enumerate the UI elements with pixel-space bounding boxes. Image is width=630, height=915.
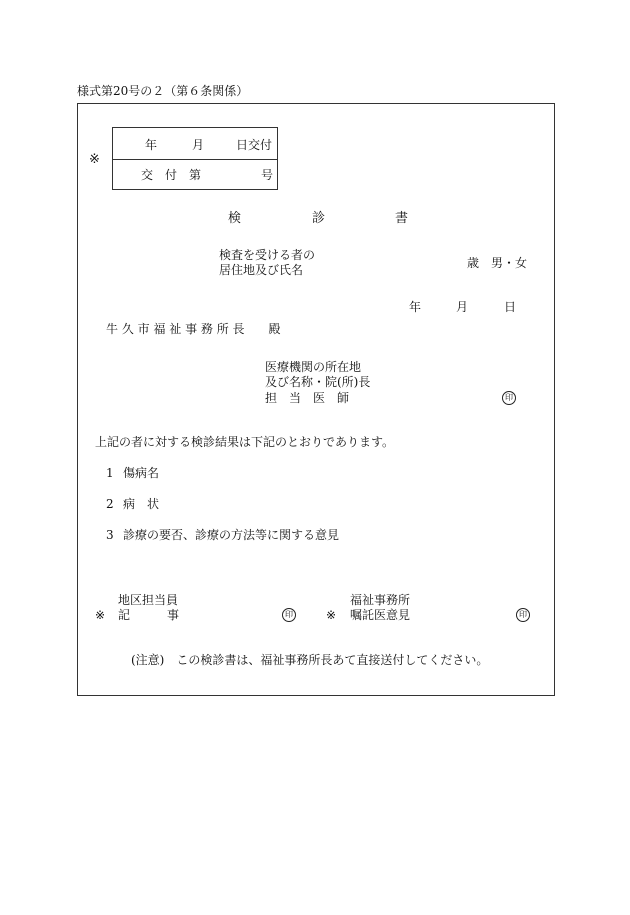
kome-mark-issue: ※	[89, 152, 100, 167]
date-month-label: 月	[456, 300, 469, 314]
welfare-office-line2: 嘱託医意見	[350, 608, 411, 622]
examinee-label-line2: 居住地及び氏名	[219, 263, 304, 277]
title-char-1: 検	[228, 211, 242, 226]
issue-month-label: 月	[192, 138, 205, 152]
statement: 上記の者に対する検診結果は下記のとおりであります。	[95, 435, 395, 449]
date-day-label: 日	[504, 300, 517, 314]
item-1-number: 1	[106, 466, 114, 480]
kome-mark-district: ※	[95, 608, 106, 622]
item-3-text: 診療の要否、診療の方法等に関する意見	[123, 528, 340, 542]
issue-box-divider	[113, 159, 277, 160]
district-officer-seal-icon: 印	[282, 608, 296, 622]
issue-char-2: 付	[165, 168, 178, 182]
issue-char-3: 第	[189, 168, 202, 182]
institution-line2: 及び名称・院(所)長	[265, 375, 371, 389]
consulting-doctor-seal-icon: 印	[516, 608, 530, 622]
district-officer-line1: 地区担当員	[118, 593, 179, 607]
issue-year-label: 年	[145, 138, 158, 152]
issue-day-label: 日交付	[236, 138, 273, 152]
district-officer-char-2: 事	[167, 608, 180, 622]
form-label: 様式第20号の２（第６条関係）	[77, 84, 249, 98]
item-3-number: 3	[106, 528, 114, 542]
issue-char-1: 交	[141, 168, 154, 182]
issue-number-suffix: 号	[261, 168, 274, 182]
institution-line1: 医療機関の所在地	[265, 360, 362, 374]
item-1-text: 傷病名	[123, 466, 160, 480]
date-year-label: 年	[409, 300, 422, 314]
addressee: 牛 久 市 福 祉 事 務 所 長 殿	[106, 322, 281, 336]
item-2-number: 2	[106, 497, 114, 511]
examinee-label-line1: 検査を受ける者の	[219, 248, 316, 262]
welfare-office-line1: 福祉事務所	[350, 593, 411, 607]
title-char-2: 診	[312, 211, 326, 226]
note: (注意) この検診書は、福祉事務所長あて直接送付してください。	[131, 653, 489, 667]
doctor-seal-icon: 印	[502, 391, 516, 405]
age-sex-label: 歳 男・女	[467, 256, 528, 270]
institution-line3: 担 当 医 師	[265, 391, 350, 405]
item-2-text: 病 状	[123, 497, 160, 511]
kome-mark-welfare: ※	[326, 608, 337, 622]
district-officer-char-1: 記	[118, 608, 131, 622]
title-char-3: 書	[395, 211, 409, 226]
